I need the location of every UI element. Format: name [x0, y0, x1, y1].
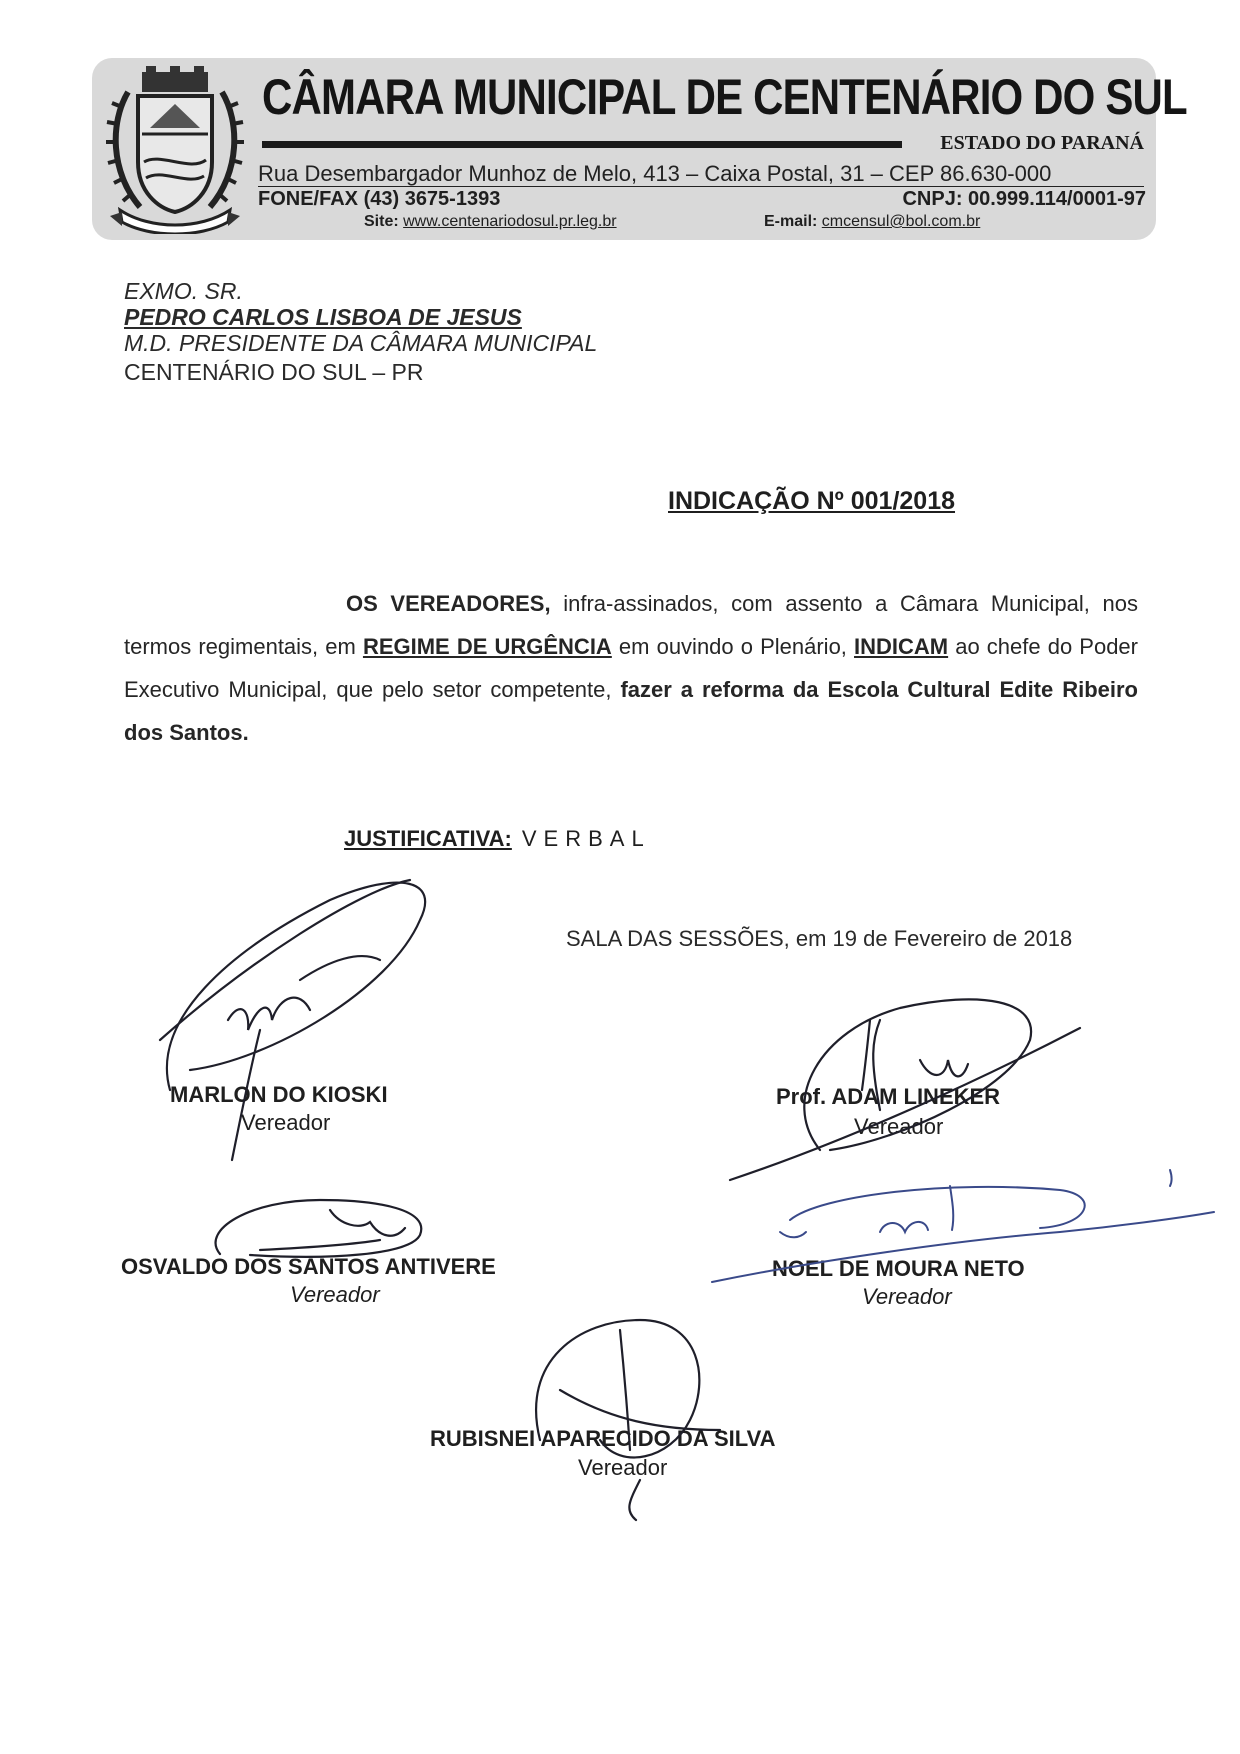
document-title: INDICAÇÃO Nº 001/2018: [668, 487, 956, 515]
body-text-3: ao chefe do Poder Executivo Municipal, que pelo setor competente,: [124, 634, 1138, 702]
body-request: fazer a reforma da Escola Cultural Edite Ribeiro dos Santos.: [124, 677, 1138, 745]
state-label: ESTADO DO PARANÁ: [940, 132, 1144, 154]
justification-value: VERBAL: [521, 826, 651, 851]
addressee-city: CENTENÁRIO DO SUL – PR: [124, 359, 424, 385]
chamber-title: CÂMARA MUNICIPAL DE CENTENÁRIO DO SUL: [262, 69, 1187, 125]
signatory-3-role: Vereador: [290, 1282, 380, 1307]
cnpj: CNPJ: 00.999.114/0001-97: [902, 188, 1146, 210]
site-label: Site:: [364, 213, 404, 230]
addressee-role: M.D. PRESIDENTE DA CÂMARA MUNICIPAL: [124, 330, 598, 356]
email-line: [764, 213, 980, 231]
body-subject: OS VEREADORES,: [346, 591, 551, 616]
place-date: SALA DAS SESSÕES, em 19 de Fevereiro de 2018: [566, 926, 1073, 951]
phone-fax: FONE/FAX (43) 3675-1393: [258, 188, 501, 210]
body-text-1: infra-assinados, com assento a Câmara Municipal, nos termos regimentais, em: [124, 591, 1138, 659]
body-urgency: REGIME DE URGÊNCIA: [362, 634, 612, 659]
justification-label: JUSTIFICATIVA:: [344, 826, 512, 851]
body-text-2: em ouvindo o Plenário,: [611, 634, 855, 659]
signatory-2-role: Vereador: [854, 1114, 944, 1139]
title-rule: [262, 141, 902, 148]
body-paragraph: [124, 582, 1138, 754]
email-label: E-mail:: [764, 213, 822, 230]
signatory-3-name: OSVALDO DOS SANTOS ANTIVERE: [121, 1254, 496, 1279]
signatory-1-role: Vereador: [241, 1110, 331, 1135]
addressee-salutation: EXMO. SR.: [124, 278, 243, 304]
address-line: Rua Desembargador Munhoz de Melo, 413 – Caixa Postal, 31 – CEP 86.630-000: [258, 162, 1144, 187]
justification: [344, 826, 651, 852]
signatory-2-name: Prof. ADAM LINEKER: [776, 1084, 1001, 1109]
signatory-1-name: MARLON DO KIOSKI: [170, 1082, 388, 1107]
addressee-name: PEDRO CARLOS LISBOA DE JESUS: [124, 304, 522, 330]
signatory-5-name: RUBISNEI APARECIDO DA SILVA: [430, 1426, 776, 1451]
signatory-4-role: Vereador: [862, 1284, 952, 1309]
site-link[interactable]: www.centenariodosul.pr.leg.br: [403, 213, 617, 230]
signatory-5-role: Vereador: [578, 1455, 668, 1480]
body-indicam: INDICAM: [854, 634, 949, 659]
email-link[interactable]: cmcensul@bol.com.br: [821, 213, 981, 230]
site-line: [364, 213, 617, 231]
signatory-4-name: NOEL DE MOURA NETO: [772, 1256, 1025, 1281]
municipal-crest-logo: [100, 62, 250, 234]
